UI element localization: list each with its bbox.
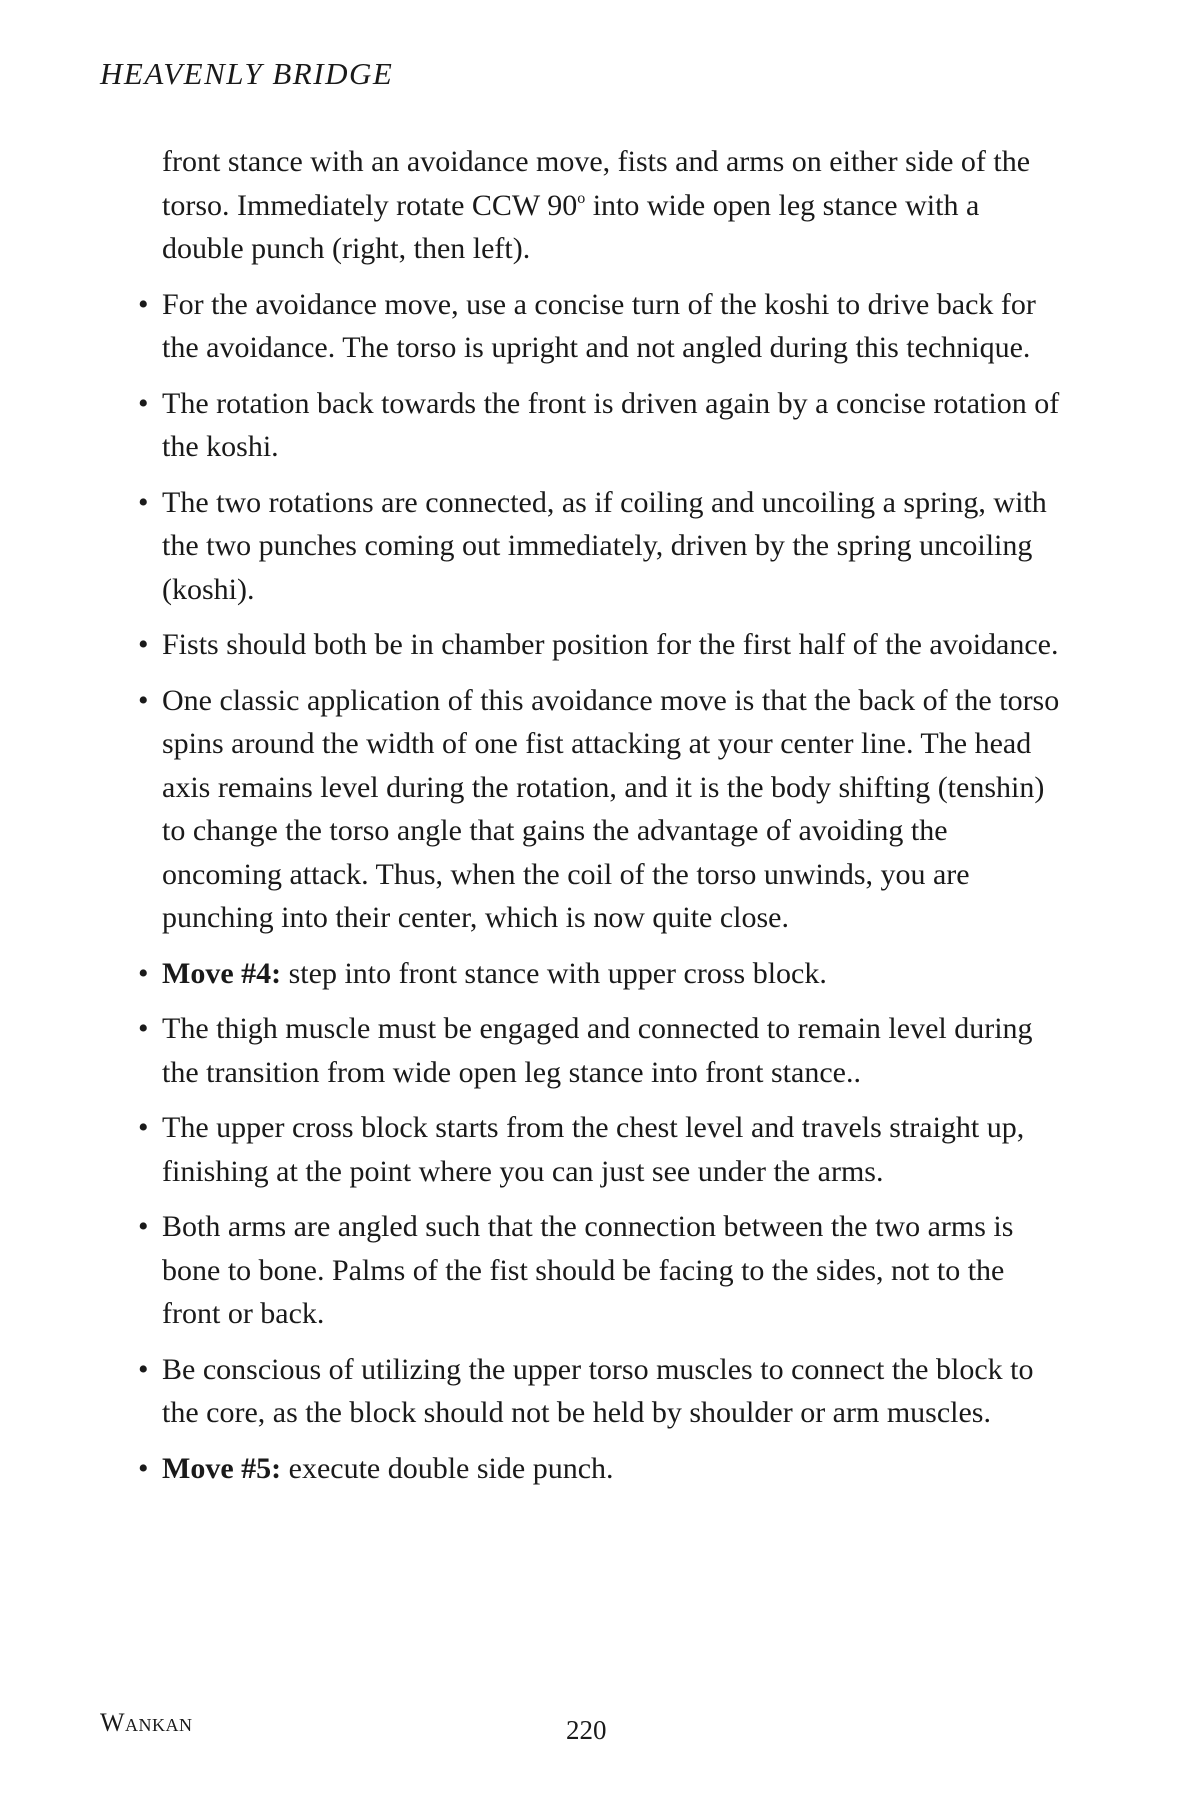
list-item [138, 1106, 1062, 1193]
bullet-mark: • [138, 628, 149, 661]
footer-book-section: Wankan [100, 1708, 193, 1737]
move-4-label: Move #4: [162, 956, 282, 990]
lead-paragraph [162, 140, 1062, 271]
list-item [138, 679, 1062, 940]
list-item-text: Be conscious of utilizing the upper torso muscles to connect the block to the core, as the block should not be held by shoulder or arm muscles. [162, 1352, 1034, 1429]
list-item-text: One classic application of this avoidance move is that the back of the torso spins around the width of one fist attacking at your center line. The head axis remains level during the rotation, and it is the body shifting (tenshin) to change the torso angle that gains the advantage of avoiding the oncoming attack. Thus, when the coil of the torso unwinds, you are punching into their center, which is now quite close. [162, 683, 1060, 934]
lead-text-start: front stance with an avoidance move, fists and arms on either side of the torso. Immediately rotate CCW 90 [162, 145, 1031, 222]
list-item-text: The rotation back towards the front is driven again by a concise rotation of the koshi. [162, 386, 1060, 463]
list-item [138, 1007, 1062, 1094]
list-item-text: execute double side punch. [281, 1451, 614, 1485]
list-item [138, 1348, 1062, 1435]
bullet-mark: • [138, 1352, 149, 1386]
bullet-list [138, 283, 1062, 1491]
page-number: 220 [566, 1715, 607, 1745]
list-item-text: Both arms are angled such that the connection between the two arms is bone to bone. Palms of the fist should be facing to the sides, not to the front or back. [162, 1210, 1014, 1330]
bullet-mark: • [138, 683, 149, 717]
list-item [138, 952, 1062, 996]
bullet-mark: • [138, 1012, 149, 1045]
list-item [138, 623, 1062, 667]
list-item-text: The thigh muscle must be engaged and connected to remain level during the transition from wide open leg stance into front stance.. [162, 1012, 1033, 1089]
list-item-text: step into front stance with upper cross block. [281, 956, 827, 990]
list-item [138, 382, 1062, 469]
running-head: HEAVENLY BRIDGE [100, 56, 394, 91]
list-item-text: Fists should both be in chamber position for the first half of the avoidance. [162, 628, 1059, 661]
bullet-mark: • [138, 386, 149, 420]
degree-superscript: o [577, 189, 586, 207]
move-5-label: Move #5: [162, 1451, 282, 1485]
list-item-text: The upper cross block starts from the chest level and travels straight up, finishing at the point where you can just see under the arms. [162, 1111, 1025, 1188]
list-item [138, 1205, 1062, 1336]
bullet-mark: • [138, 287, 149, 321]
list-item [138, 283, 1062, 370]
list-item-text: For the avoidance move, use a concise turn of the koshi to drive back for the avoidance. The torso is upright and not angled during this technique. [162, 287, 1036, 364]
bullet-mark: • [138, 485, 149, 519]
list-item [138, 1447, 1062, 1491]
list-item-text: The two rotations are connected, as if coiling and uncoiling a spring, with the two punches coming out immediately, driven by the spring uncoiling (koshi). [162, 485, 1047, 606]
page-body [138, 140, 1062, 1502]
bullet-mark: • [138, 956, 149, 990]
bullet-mark: • [138, 1210, 149, 1243]
lead-text-end: into wide open leg stance with a double punch (right, then left). [162, 188, 980, 265]
bullet-mark: • [138, 1451, 149, 1485]
bullet-mark: • [138, 1111, 149, 1144]
list-item [138, 481, 1062, 612]
